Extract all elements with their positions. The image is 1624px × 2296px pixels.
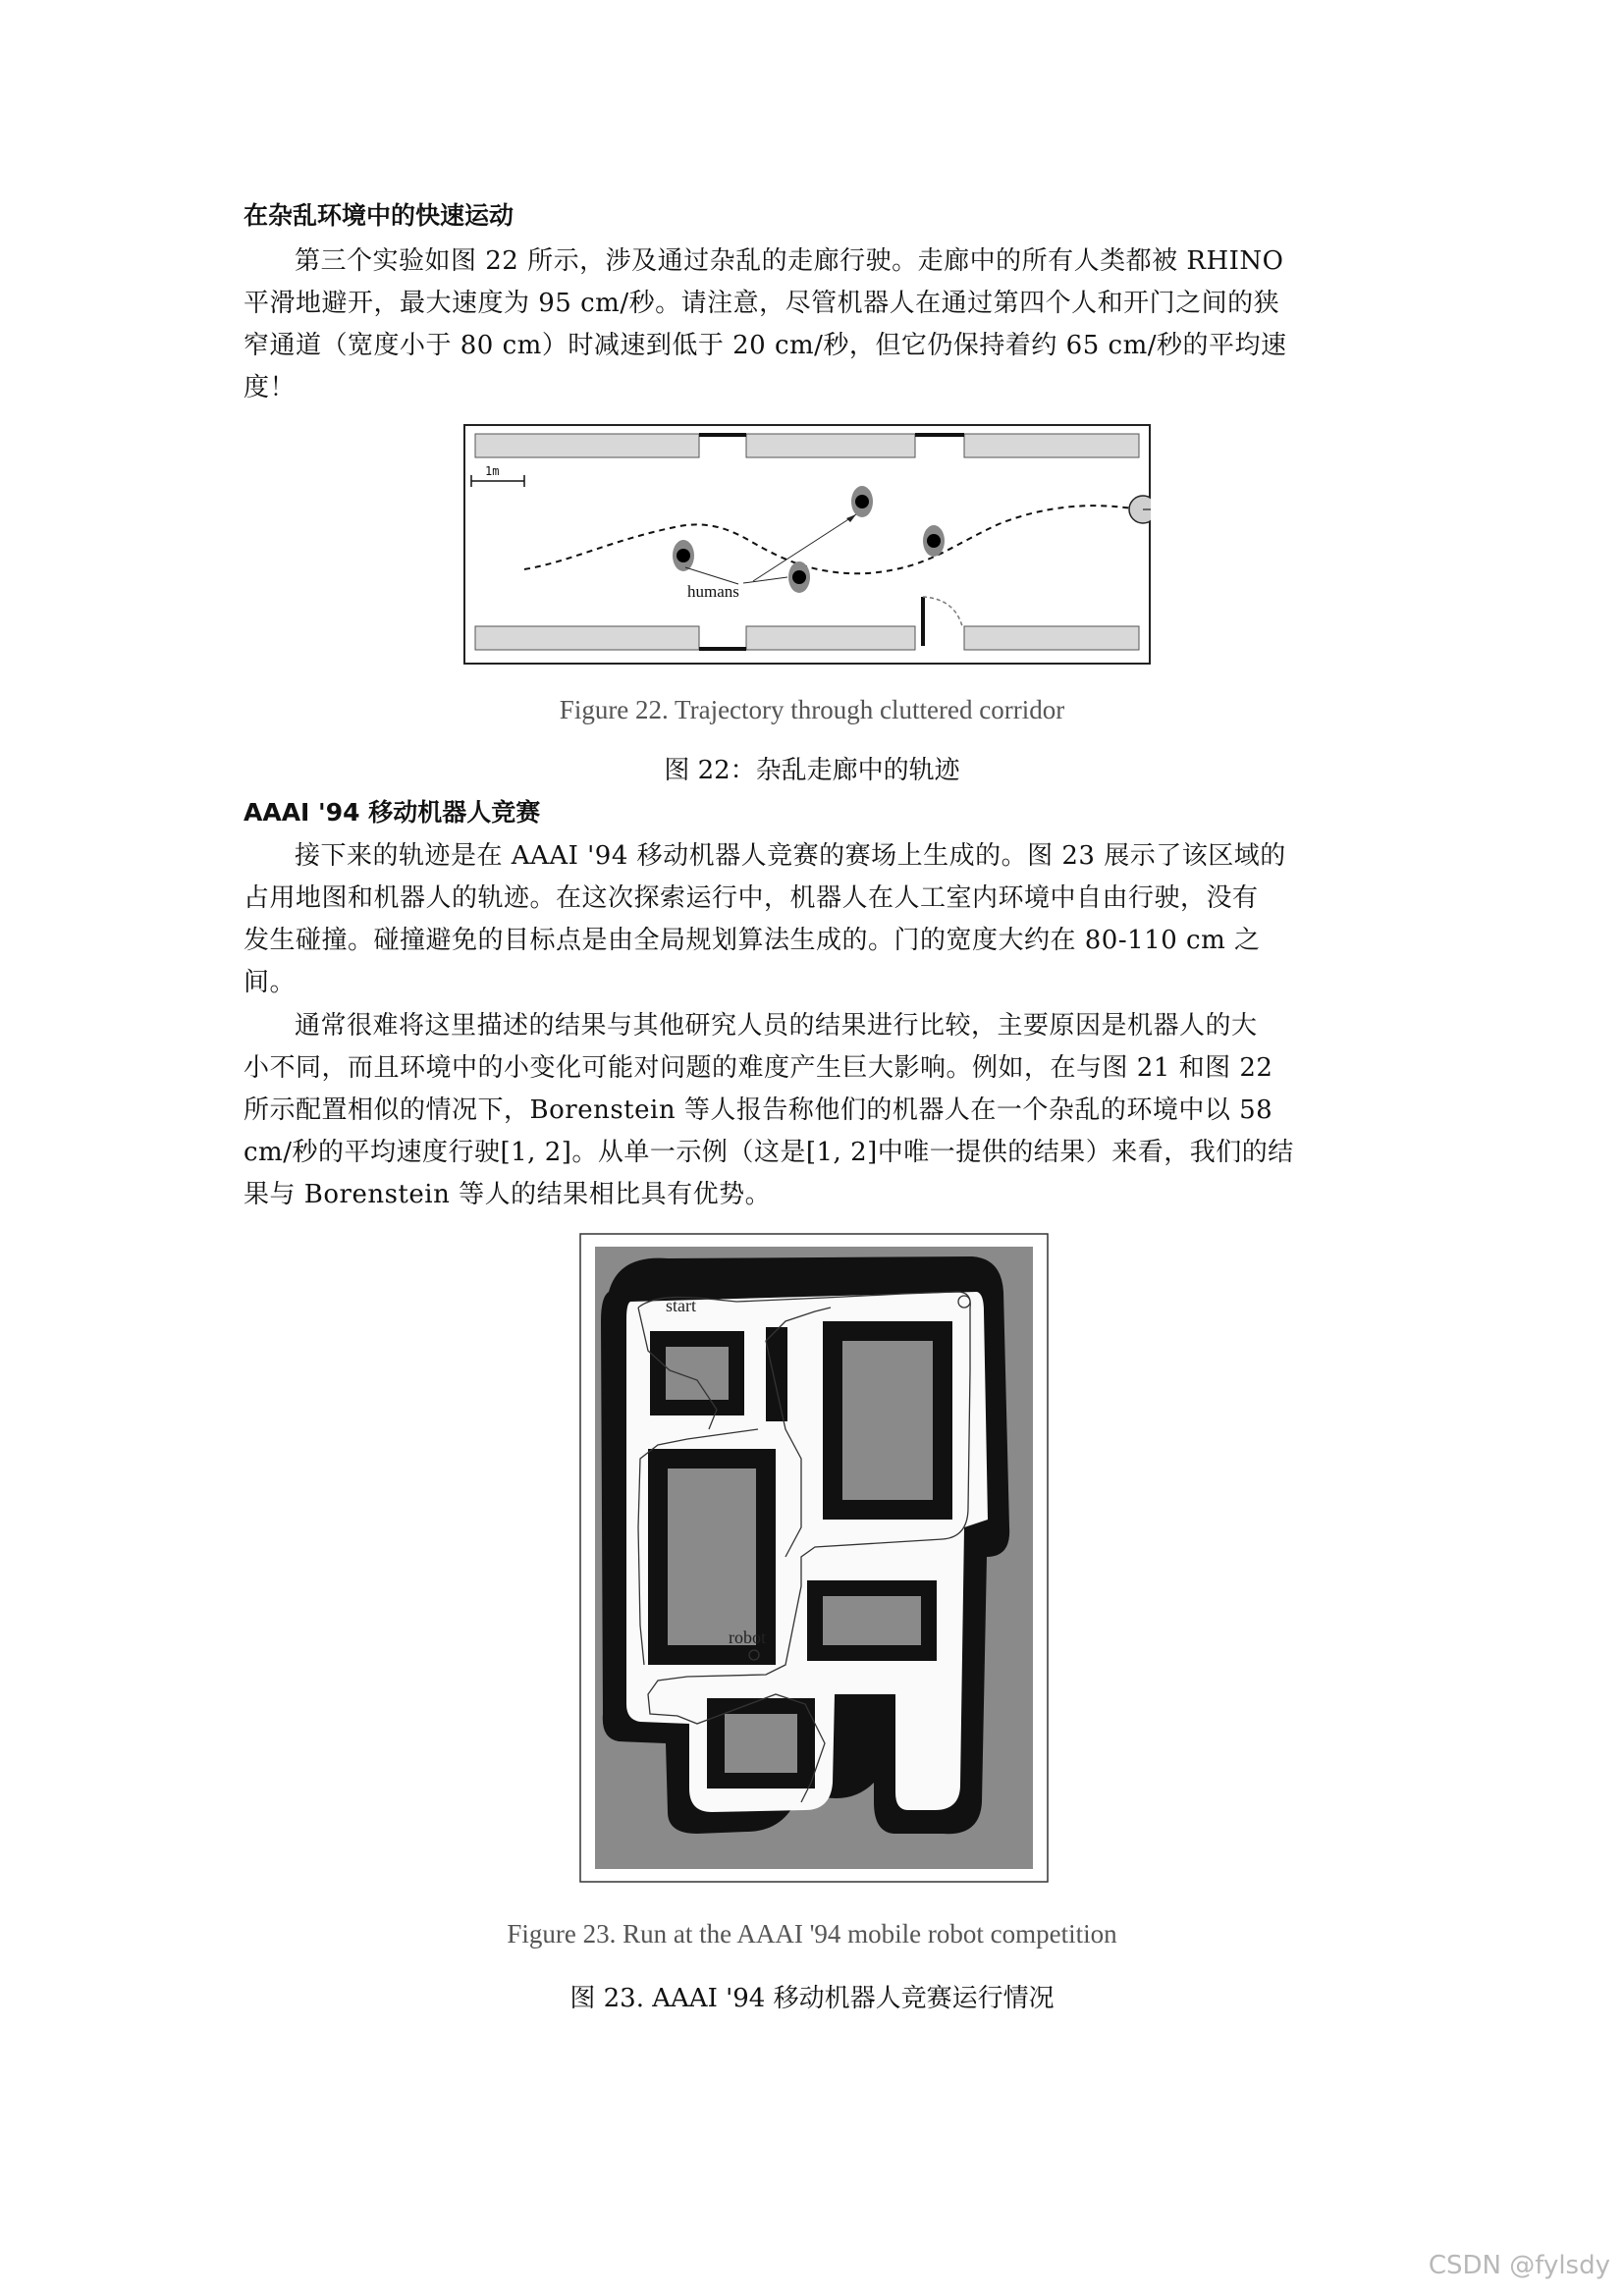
map-obstacle <box>707 1698 815 1789</box>
wall-block <box>475 434 699 457</box>
watermark: CSDN @fylsdy <box>1428 2251 1610 2280</box>
paragraph-line: 占用地图和机器人的轨迹。在这次探索运行中，机器人在人工室内环境中自由行驶，没有 <box>244 883 1259 913</box>
human-marker <box>923 525 945 557</box>
wall-block <box>475 626 699 650</box>
scale-label: 1m <box>485 464 500 478</box>
paragraph-line: 所示配置相似的情况下，Borenstein 等人报告称他们的机器人在一个杂乱的环境中以 58 <box>244 1095 1273 1125</box>
wall-block <box>964 626 1139 650</box>
figure-23-occupancy-map <box>579 1233 1049 1883</box>
paragraph-line: 平滑地避开，最大速度为 95 cm/秒。请注意，尽管机器人在通过第四个人和开门之间的狭 <box>244 289 1280 318</box>
wall-block <box>746 434 915 457</box>
paragraph-line: 果与 Borenstein 等人的结果相比具有优势。 <box>244 1180 772 1209</box>
human-marker <box>851 486 873 517</box>
paragraph-line: 接下来的轨迹是在 AAAI '94 移动机器人竞赛的赛场上生成的。图 23 展示了该区域的 <box>295 841 1286 871</box>
start-label: start <box>666 1296 696 1315</box>
paragraph-line: 小不同，而且环境中的小变化可能对问题的难度产生巨大影响。例如，在与图 21 和图 22 <box>244 1053 1273 1083</box>
section-heading-aaai: AAAI '94 移动机器人竞赛 <box>244 798 541 827</box>
figure-23-caption-zh: 图 23. AAAI '94 移动机器人竞赛运行情况 <box>569 1984 1055 2013</box>
paragraph-line: 第三个实验如图 22 所示，涉及通过杂乱的走廊行驶。走廊中的所有人类都被 RHINO <box>295 246 1284 276</box>
paragraph-line: cm/秒的平均速度行驶[1, 2]。从单一示例（这是[1, 2]中唯一提供的结果）来看，我们的结 <box>244 1138 1294 1167</box>
wall-block <box>964 434 1139 457</box>
human-marker <box>788 561 810 593</box>
wall-block <box>746 626 915 650</box>
figure-22-caption-zh: 图 22：杂乱走廊中的轨迹 <box>664 756 960 785</box>
robot-label: robot <box>729 1628 766 1647</box>
paragraph-line: 发生碰撞。碰撞避免的目标点是由全局规划算法生成的。门的宽度大约在 80-110 cm 之 <box>244 926 1261 955</box>
map-obstacle <box>766 1327 787 1421</box>
figure-22-caption-en: Figure 22. Trajectory through cluttered corridor <box>559 695 1065 724</box>
map-obstacle <box>823 1321 952 1520</box>
paragraph-line: 度！ <box>244 373 297 402</box>
paragraph-line: 间。 <box>244 968 297 997</box>
map-obstacle <box>807 1580 937 1661</box>
human-marker <box>673 540 694 571</box>
paragraph-line: 通常很难将这里描述的结果与其他研究人员的结果进行比较，主要原因是机器人的大 <box>295 1011 1258 1041</box>
map-obstacle <box>650 1331 744 1415</box>
section-heading-cluttered: 在杂乱环境中的快速运动 <box>244 201 514 230</box>
paragraph-line: 窄通道（宽度小于 80 cm）时减速到低于 20 cm/秒，但它仍保持着约 65 cm/秒的平均速 <box>244 331 1287 360</box>
figure-22-corridor <box>463 424 1151 665</box>
figure-23-caption-en: Figure 23. Run at the AAAI '94 mobile robot competition <box>507 1919 1117 1949</box>
humans-label: humans <box>687 582 739 601</box>
